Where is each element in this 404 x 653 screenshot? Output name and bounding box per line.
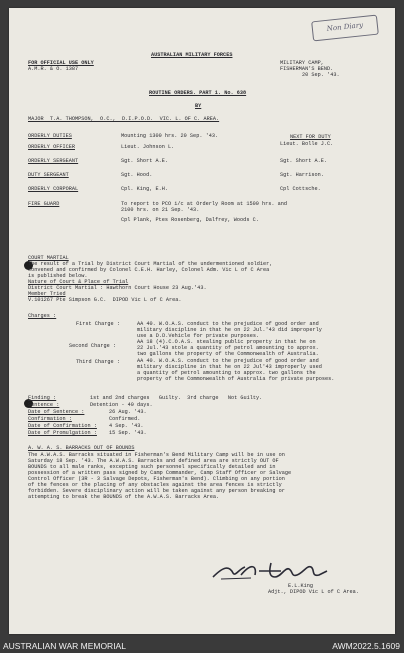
first-charge-label: First Charge : [76,321,120,327]
first-charge-line: military discipline in that he on 22 Jul.'43 did improperly [137,327,322,333]
barracks-line: Saturday 18 Sep. '43. The A.W.A.S. Barracks and defined area are strictly OUT OF [28,458,279,464]
nature-of-court-label: Nature of Court & Place of Trial [28,279,129,285]
finding-label: Finding : [28,395,57,401]
second-charge-line: 22 Jul.'43 stole a quantity of petrol amounting to approx. [137,345,319,351]
court-martial-heading: COURT MARTIAL [28,255,69,261]
date-of-sentence: 26 Aug. '43. [109,409,147,415]
finding: 1st and 2nd charges Guilty. 3rd charge Not Guilty. [90,395,263,401]
handwritten-note: Non Diary [311,15,379,42]
barracks-line: Control Officer (3R - 3 Salvage Depots, Fisherman's Bend). Climbing on any portion [28,476,285,482]
date-of-sentence-label: Date of Sentence : [28,409,85,415]
fire-guard-names: Cpl Plank, Ptes Rosenberg, Dalfrey, Woods C. [121,217,259,223]
duty-sergeant: Sgt. Hood. [121,172,153,178]
footer-accession-number: AWM2022.5.1609 [332,641,400,651]
barracks-line: The A.W.A.S. Barracks situated in Fisherman's Bend Military Camp will be in use on [28,452,285,458]
sentence-label: Sentence : [28,402,60,408]
third-charge-line: military discipline in that he on 22 Jul'43 improperly used [137,364,322,370]
third-charge-label: Third Charge : [76,359,120,365]
third-charge-line: a quantity of petrol amounting to approx. two gallons the [137,370,316,376]
orderly-sergeant-next: Sgt. Short A.E. [280,158,327,164]
footer-bar [0,640,404,653]
orderly-duties-label: ORDERLY DUTIES [28,133,72,139]
third-charge-line: property of the Commonwealth of Australia for private purposes. [137,376,335,382]
court-martial-intro: convened and confirmed by Colonel C.E.H. Harley, Colonel Adm. Vic L of C Area [28,267,270,273]
second-charge-label: Second Charge : [69,343,116,349]
first-charge-line: use a D.D.Vehicle for private purposes. [137,333,260,339]
signatory-role: Adjt., DIPOD Vic L of C Area. [268,589,359,595]
camp-name: MILITARY CAMP, [280,60,324,66]
fire-guard-line: 2100 hrs. on 21 Sep. '43. [121,207,200,213]
orderly-officer: Lieut. Johnson L. [121,144,175,150]
confirmation: Confirmed. [109,416,141,422]
commanding-officer: MAJOR T.A. THOMPSON, O.C., D.I.P.O.D. VIC. L. OF C. AREA. [28,116,220,122]
court-martial-intro: The result of a Trial by District Court Martial of the undermentioned soldier, [28,261,273,267]
member-tried: V.101267 Pte Simpson G.C. DIPOD Vic L of C Area. [28,297,182,303]
charges-label: Charges : [28,313,57,319]
handwritten-signature [211,559,331,583]
mounting-time: Mounting 1300 hrs. 20 Sep. '43. [121,133,219,139]
by-line: BY [195,103,202,109]
signatory-name: E.L.King [288,583,314,589]
confirmation-label: Confirmation : [28,416,72,422]
barracks-heading: A. W. A. S. BARRACKS OUT OF BOUNDS [28,445,135,451]
sentence: Detention - 40 days. [90,402,153,408]
restricted-marking: FOR OFFICIAL USE ONLY [28,60,94,66]
date-of-promulgation: 15 Sep. '43. [109,430,147,436]
footer-source: AUSTRALIAN WAR MEMORIAL [3,641,126,651]
duty-sergeant-next: Sgt. Harrison. [280,172,324,178]
member-tried-label: Member Tried [28,291,66,297]
date-of-confirmation-label: Date of Confirmation : [28,423,97,429]
document-page [9,8,395,634]
orderly-corporal: Cpl. King, E.H. [121,186,168,192]
court-martial-intro: is published below. [28,273,88,279]
barracks-line: possession of a written pass signed by Camp Commander, Camp Staff Officer or Salvage [28,470,292,476]
date-of-confirmation: 4 Sep. '43. [109,423,144,429]
orderly-officer-label: ORDERLY OFFICER [28,144,75,150]
order-date: 20 Sep. '43. [302,72,340,78]
second-charge-line: two gallons the property of the Commonwealth of Australia. [137,351,319,357]
organisation: AUSTRALIAN MILITARY FORCES [151,52,233,58]
barracks-line: attempting to break the BOUNDS of the A.W.A.S. Barracks Area. [28,494,220,500]
next-for-duty-heading: NEXT FOR DUTY [290,134,331,140]
third-charge-line: AA 40. W.O.A.S. conduct to the prejudice of good order and [137,358,319,364]
barracks-line: of the fences or the placing of any obstacles against the area fences is strictly [28,482,282,488]
fire-guard-line: To report to PCO i/c at Orderly Room at 1500 hrs. and [121,201,288,207]
orderly-officer-next: Lieut. Bolle J.C. [280,141,334,147]
date-of-promulgation-label: Date of Promulgation : [28,430,97,436]
orderly-corporal-label: ORDERLY CORPORAL [28,186,79,192]
second-charge-line: AA 18 (4).C.O.A.S. stealing public property in that he on [137,339,316,345]
nature-of-court: District Court Martial : Hawthorn Court House 23 Aug.'43. [28,285,207,291]
barracks-line: forbidden. Severe disciplinary action will be taken against any person breaking or [28,488,285,494]
fire-guard-label: FIRE GUARD [28,201,60,207]
duty-sergeant-label: DUTY SERGEANT [28,172,69,178]
orderly-corporal-next: Cpl Cottsche. [280,186,321,192]
document-title: ROUTINE ORDERS. PART 1. No. 638 [149,90,247,96]
orderly-sergeant: Sgt. Short A.E. [121,158,168,164]
orderly-sergeant-label: ORDERLY SERGEANT [28,158,79,164]
barracks-line: BOUNDS to all male ranks, excepting such personnel specifically detailed and in [28,464,276,470]
camp-location: FISHERMAN'S BEND. [280,66,334,72]
order-reference: A.M.R. & O. 1387 [28,66,79,72]
first-charge-line: AA 40. W.O.A.S. conduct to the prejudice of good order and [137,321,319,327]
